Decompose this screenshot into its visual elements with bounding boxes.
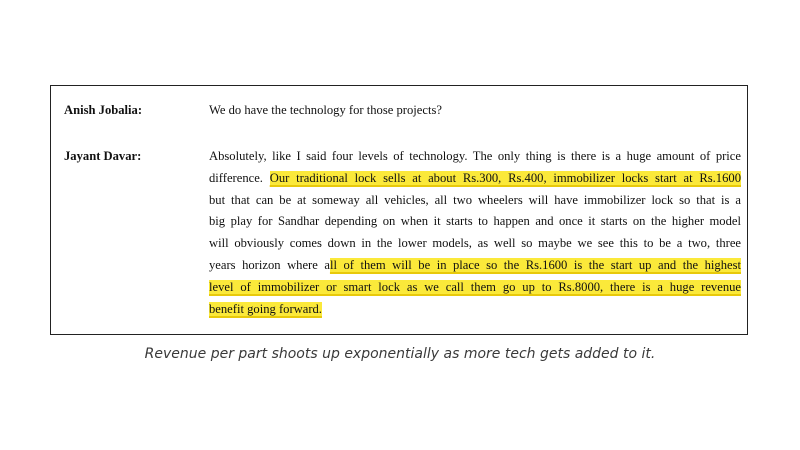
answer-line-highlight: Our traditional lock sells at about Rs.300, Rs.400, immobilizer locks start at Rs.1600	[269, 170, 741, 185]
question-text	[209, 100, 741, 122]
answer-line-plain: will obviously comes down in the lower models, as well so maybe we see this to be a two, three	[209, 236, 741, 251]
answer-line	[209, 277, 741, 299]
transcript-box	[50, 85, 748, 335]
answer-text	[209, 146, 741, 320]
answer-line-plain: big play for Sandhar depending on when it starts to happen and once it starts on the higher model	[209, 214, 741, 229]
question-line: We do have the technology for those projects?	[209, 103, 442, 117]
answer-line	[209, 211, 741, 233]
answer-line	[209, 299, 741, 321]
slide-caption: Revenue per part shoots up exponentially as more tech gets added to it.	[144, 346, 656, 362]
answer-line	[209, 168, 741, 190]
answer-line-highlight: level of immobilizer or smart lock as we call them go up to Rs.8000, there is a huge revenue	[209, 279, 741, 294]
answer-speaker: Jayant Davar:	[64, 149, 142, 163]
answer-line-plain: difference.	[209, 170, 270, 185]
answer-line-highlight: ll of them will be in place so the Rs.1600 is the start up and the highest	[329, 257, 741, 272]
answer-line-plain: years horizon where a	[209, 257, 330, 272]
answer-line	[209, 233, 741, 255]
answer-line-plain: but that can be at someway all vehicles, all two wheelers will have immobilizer lock so that is a	[209, 192, 741, 207]
answer-line-highlight: benefit going forward.	[209, 301, 322, 316]
answer-line	[209, 146, 741, 168]
answer-line	[209, 255, 741, 277]
answer-line-plain: Absolutely, like I said four levels of technology. The only thing is there is a huge amount of price	[209, 149, 741, 163]
question-speaker: Anish Jobalia:	[64, 103, 143, 117]
answer-line	[209, 190, 741, 212]
